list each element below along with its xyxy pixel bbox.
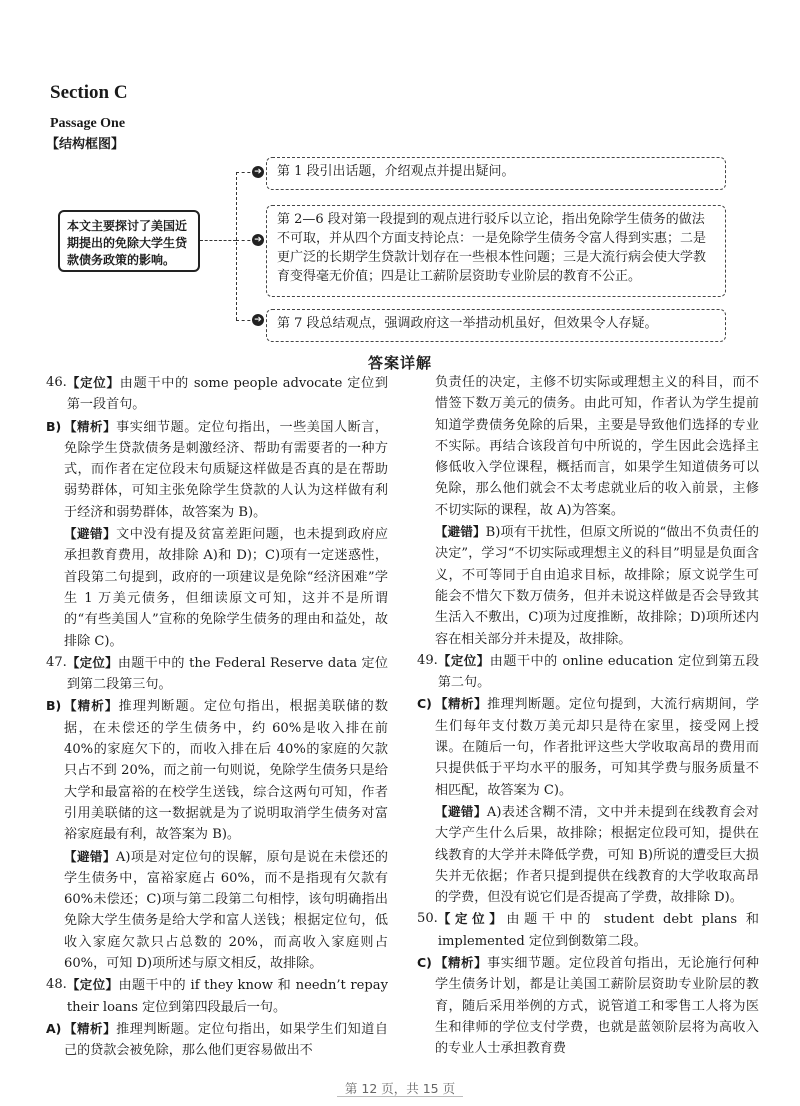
question-48-locate: 48. 【定位】由题干中的 if they know 和 needn’t repay their loans 定位到第四段最后一句。 bbox=[46, 977, 388, 1015]
arrow-icon: ➔ bbox=[252, 234, 264, 246]
arrow-icon: ➔ bbox=[252, 166, 264, 178]
question-49-error: 【避错】A)表述含糊不清，文中并未提到在线教育会对大学产生什么后果，故排除；根据定位段可知，提供在线教育的大学并未降低学费，可知 B)所说的遭受巨大损失并无依据；作者只提到提供在线教育的大学收取高昂的学费，但没有说它们是否提高了学费，故排除 D)。 bbox=[435, 803, 759, 906]
question-50-locate: 50. 【定位】由题干中的 student debt plans 和 implemented 定位到倒数第二段。 bbox=[417, 911, 759, 949]
summary-box: 本文主要探讨了美国近期提出的免除大学生贷款债务政策的影响。 bbox=[58, 210, 200, 272]
connector-line bbox=[236, 172, 237, 320]
question-46-analysis: B) 【精析】事实细节题。定位句指出，一些美国人断言，免除学生贷款债务是刺激经济、帮助有需要者的一种方式，而作者在定位段末句质疑这样做是否真的是在帮助弱势群体，可知主张免除学生贷款的人认为这样做有利于经济和弱势群体，故答案为 B)。 bbox=[46, 416, 388, 523]
section-title: Section C bbox=[50, 82, 128, 103]
question-46-locate: 46. 【定位】由题干中的 some people advocate 定位到第一段首句。 bbox=[46, 375, 388, 413]
answer-letter: C) bbox=[417, 955, 432, 971]
left-column bbox=[46, 372, 388, 1062]
passage-title: Passage One bbox=[50, 116, 126, 131]
answer-letter: B) bbox=[46, 418, 62, 434]
structure-point-2: 第 2—6 段对第一段提到的观点进行驳斥以立论，指出免除学生债务的做法不可取，并从四个方面支持论点：一是免除学生债务令富人得到实惠；二是更广泛的长期学生贷款计划存在一些根本性问题；三是大流行病会使大学教育变得毫无价值；四是让工薪阶层资助专业阶层的教育不公正。 bbox=[266, 205, 726, 297]
answer-letter: B) bbox=[46, 698, 62, 714]
structure-point-3: 第 7 段总结观点，强调政府这一举措动机虽好，但效果令人存疑。 bbox=[266, 309, 726, 342]
question-49-locate: 49. 【定位】由题干中的 online education 定位到第五段第二句。 bbox=[417, 652, 759, 691]
connector-line bbox=[200, 240, 236, 241]
answer-letter: C) bbox=[417, 696, 432, 712]
analysis-tag: 【精析】 bbox=[64, 418, 117, 434]
question-50-analysis: C) 【精析】事实细节题。定位段首句指出，无论施行何种学生债务计划，都是让美国工薪阶层资助专业阶层的教育，随后采用举例的方式，说管道工和零售工人将为医生和律师的学位支付学费，也就是蓝领阶层将为高收入的专业人士承担教育费 bbox=[417, 952, 759, 1059]
structure-point-1: 第 1 段引出话题，介绍观点并提出疑问。 bbox=[266, 157, 726, 190]
question-47-error: 【避错】A)项是对定位句的误解，原句是说在未偿还的学生债务中，富裕家庭占 60%，而不是指现有欠款有 60%未偿还；C)项与第二段第二句相悖，该句明确指出免除大学生债务是给大学和富人送钱；根据定位句，低收入家庭欠款只占总数的 20%，而高收入家庭则占 60%，可知 D)项所述与原文相反，故排除。 bbox=[64, 848, 388, 972]
question-46-error: 【避错】文中没有提及贫富差距问题，也未提到政府应承担教育费用，故排除 A)和 D)；C)项有一定迷惑性，首段第二句提到，政府的一项建议是免除“经济困难”学生 1 万美元债务，但细读原文可知，这并不是所谓的“有些美国人”宣称的免除学生债务的理由和益处，故排除 C)。 bbox=[64, 526, 388, 649]
frame-heading: 【结构框图】 bbox=[46, 137, 125, 152]
question-49-analysis: C) 【精析】推理判断题。定位句提到，大流行病期间，学生们每年支付数万美元却只是待在家里，接受网上授课。在随后一句，作者批评这些大学收取高昂的费用而只提供低于平均水平的服务，可知其学费与服务质量不相匹配，故答案为 C)。 bbox=[417, 693, 759, 800]
arrow-icon: ➔ bbox=[252, 314, 264, 326]
right-column bbox=[417, 372, 759, 1060]
question-47-locate: 47. 【定位】由题干中的 the Federal Reserve data 定位到第二段第三句。 bbox=[46, 654, 388, 693]
question-48-error: 【避错】B)项有干扰性，但原文所说的“做出不负责任的决定”，学习“不切实际或理想主义的科目”明显是负面含义，不可等同于自由追求目标，故排除；原文说学生可能会不惜欠下数万债务，但并未说这样做是否会导致其生活入不敷出，C)项为过度推断，故排除；D)项所述内容在相关部分并未提及，故排除。 bbox=[435, 524, 759, 647]
question-47-analysis: B) 【精析】推理判断题。定位句指出，根据美联储的数据，在未偿还的学生债务中，约 60%是收入排在前 40%的家庭欠下的，而收入排在后 40%的家庭的欠款只占不到 20%，而之前一句则说，免除学生债务只是给大学和最富裕的在校学生送钱，综合这两句可知，作者引用美联储的这一数据就是为了说明取消学生债务对富裕家庭最有利，故答案为 B)。 bbox=[46, 695, 388, 845]
question-48-analysis: A) 【精析】推理判断题。定位句指出，如果学生们知道自己的贷款会被免除，那么他们更容易做出不 bbox=[46, 1018, 388, 1062]
page-number: 第 12 页，共 15 页 bbox=[0, 1079, 800, 1097]
answers-heading: 答案详解 bbox=[367, 354, 432, 372]
answer-letter: A) bbox=[46, 1020, 62, 1036]
locate-tag: 【定位】 bbox=[66, 375, 120, 390]
question-48-analysis-cont: 负责任的决定，主修不切实际或理想主义的科目，而不惜签下数万美元的债务。由此可知，作者认为学生提前知道学费债务免除的后果，主要是导致他们选择的专业不实际。再结合该段首句中所说的，学生因此会选择主修低收入学位课程，概括而言，如果学生知道债务可以免除，那么他们就会不太考虑就业后的收入前景，主修不切实际的课程，故 A)为答案。 bbox=[435, 375, 759, 518]
